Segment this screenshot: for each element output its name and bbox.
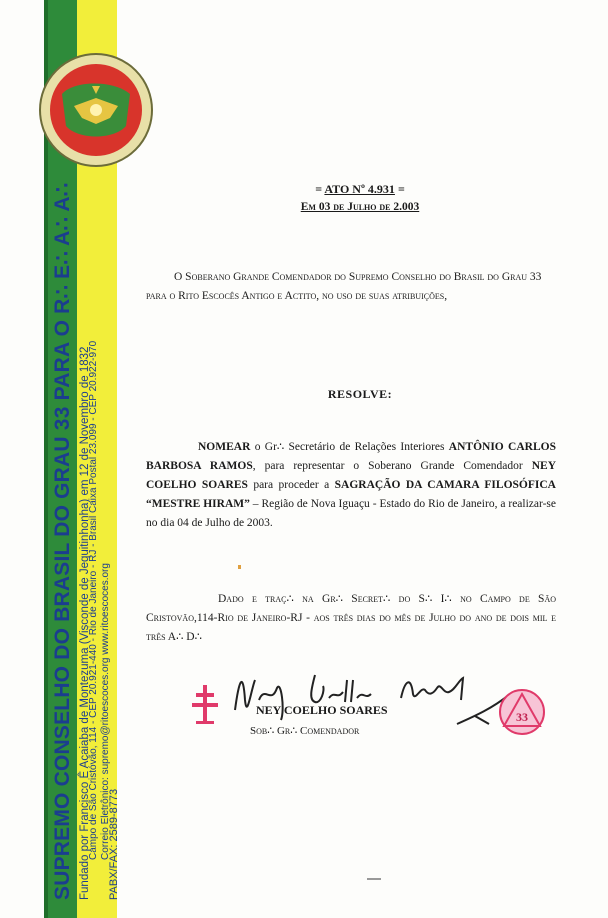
sidebar-email: Correio Eletrônico: supremo@ritoescoces.org www.ritoescoces.org: [100, 563, 111, 860]
intro-text: O Soberano Grande Comendador do Supremo Conselho do Brasil do Grau 33 para o Rito Escocês Antigo e Actito, no uso de suas atribuições,: [146, 271, 542, 302]
emblem-number: 33: [516, 710, 528, 724]
intro-paragraph: [146, 268, 556, 306]
sidebar-fax: PABX/FAX: 2589-8773: [108, 788, 120, 900]
handwritten-signature: [225, 650, 525, 730]
act-number: = ATO Nº 4.931 =: [315, 182, 405, 196]
closing-paragraph: [146, 590, 556, 647]
act-number-text: ATO Nº 4.931: [324, 182, 395, 196]
commander-name: NEY COELHO SOARES: [146, 460, 556, 491]
stain-mark: [238, 565, 241, 569]
p2-part-d: – Região de Nova Iguaçu - Estado do Rio de Janeiro, a realizar-se no dia 04 de Julho de 2003.: [146, 498, 557, 529]
signatory-name: NEY COELHO SOARES: [256, 703, 388, 717]
patriarchal-cross-icon: [190, 683, 220, 725]
event-name: SAGRAÇÃO DA CAMARA FILOSÓFICA “MESTRE HIRAM”: [146, 479, 556, 510]
sidebar-title: SUPREMO CONSELHO DO BRASIL DO GRAU 33 PARA O R∴ E∴ A∴ A∴: [51, 182, 74, 900]
appointee-name: ANTÔNIO CARLOS BARBOSA RAMOS: [146, 441, 556, 472]
p2-part-a: o Gr∴ Secretário de Relações Interiores: [250, 441, 449, 453]
signatory-title: Sob∴ Gr∴ Comendador: [250, 725, 360, 737]
resolve-heading: RESOLVE:: [327, 387, 393, 401]
p2-part-b: , para representar o Soberano Grande Comendador: [252, 460, 532, 472]
appointment-paragraph: [146, 438, 556, 533]
p2-part-c: para proceder a: [247, 479, 335, 491]
closing-text: Dado e traç∴ na Gr∴ Secret∴ do S∴ I∴ no Campo de São Cristovão,114-Rio de Janeiro-RJ - aos três dias do mês de Julho do ano de dois mil e três A∴ D∴: [146, 593, 556, 643]
grade-33-emblem-icon: [498, 688, 546, 736]
sidebar-founded: Fundado por Francisco Ê Acaiaba de Montezuma (Visconde de Jequitinhonha) em 12 de Novembro de 1832: [79, 346, 91, 900]
council-seal-logo: [14, 50, 154, 170]
nomear-word: NOMEAR: [198, 441, 251, 453]
speck-mark: [367, 878, 381, 880]
act-date: Em 03 de Julho de 2.003: [300, 201, 420, 213]
sidebar-address: Campo de São Cristóvão, 114 - CEP 20.921-440 - Rio de Janeiro - RJ - Brasil Caixa Postal 23.099 - CEP 20.922-970: [88, 340, 99, 860]
